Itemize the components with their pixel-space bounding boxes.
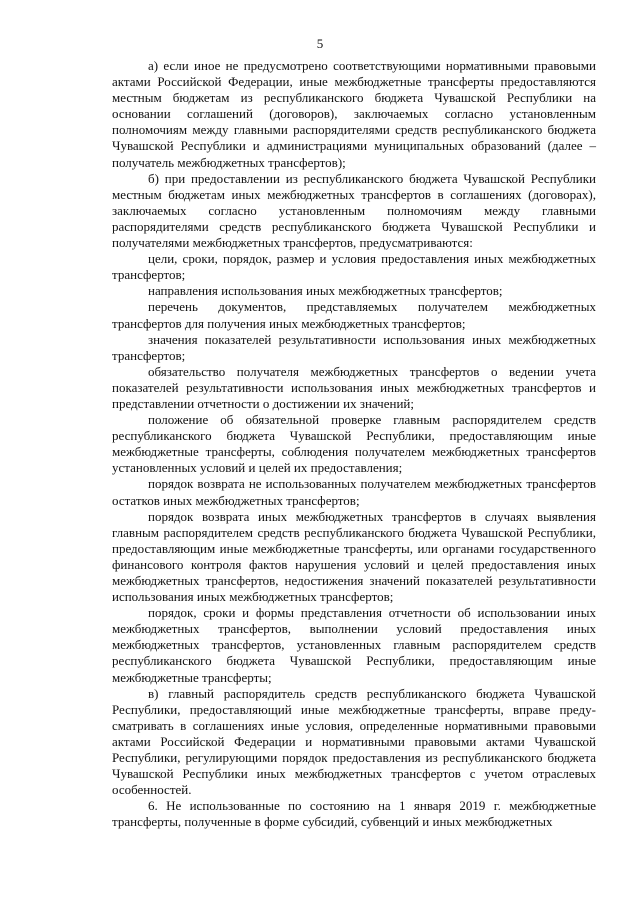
list-item: направления использования иных межбюджетных трансфертов;: [148, 283, 503, 299]
paragraph-a: а) если иное не предусмотрено соответствующими нормативными правовыми актами Российской Федерации, иные межбюджетные трансферты предоставляются местным бюджетам из республиканского бюджета Чувашской Республики на основании соглашений (договоров), заключаемых согласно установленным полномочиям между главными распорядителями средств республиканского бюджета Чувашской Республики и администрациями муниципальных образований (далее – получатель межбюджетных трансфертов);: [112, 58, 596, 170]
list-item: цели, сроки, порядок, размер и условия предоставления иных межбюджетных трансфертов;: [112, 251, 596, 283]
list-item: порядок возврата иных межбюджетных трансфертов в случаях выявления главным распорядителем средств республиканского бюджета Чувашской Республики, предоставляющим иные межбюджетные трансферты, или органами государственного финансового контроля фактов нарушения условий и целей предоставления иных межбюджетных трансфертов, недостижения значений показателей результативности использования иных межбюджетных трансфертов;: [112, 508, 596, 605]
paragraph-6: 6. Не использованные по состоянию на 1 января 2019 г. межбюджетные трансферты, полученные в форме субсидий, субвенций и иных межбюджетных: [112, 798, 596, 830]
list-item: обязательство получателя межбюджетных трансфертов о ведении учета показателей результативности использования иных межбюджетных трансфертов и представлении отчетности о достижении их значений;: [112, 363, 596, 411]
list-item: значения показателей результативности использования иных межбюджетных трансфертов;: [112, 331, 596, 363]
paragraph-v: в) главный распорядитель средств республиканского бюджета Чувашской Республики, предоставляющий иные межбюджетные трансферты, вправе предусматривать в соглашениях иные условия, определенные нормативными правовыми актами Российской Федерации и нормативными правовыми актами Чувашской Республики, регулирующими порядок предоставления из республиканского бюджета Чувашской Республики иных межбюджетных трансфертов с учетом отраслевых особенностей.: [112, 685, 596, 798]
page-number: 5: [316, 36, 324, 51]
list-item: порядок возврата не использованных получателем межбюджетных трансфертов остатков иных межбюджетных трансфертов;: [112, 476, 596, 508]
list-item: порядок, сроки и формы представления отчетности об использовании иных межбюджетных трансфертов, выполнении условий предоставления иных межбюджетных трансфертов, установленных главным распорядителем средств республиканского бюджета Чувашской Республики, предоставляющим иные межбюджетные трансферты;: [112, 605, 596, 685]
document-body: [112, 58, 596, 831]
list-item: положение об обязательной проверке главным распорядителем средств республиканского бюджета Чувашской Республики, предоставляющим иные межбюджетные трансферты, соблюдения получателем межбюджетных трансфертов установленных условий и целей их предоставления;: [112, 412, 596, 476]
list-item: перечень документов, представляемых получателем межбюджетных трансфертов для получения иных межбюджетных трансфертов;: [112, 299, 596, 331]
paragraph-b: б) при предоставлении из республиканского бюджета Чувашской Республики местным бюджетам иных межбюджетных трансфертов в соглашениях (договорах), заключаемых согласно установленным полномочиям между главными распорядителями средств республиканского бюджета Чувашской Республики и получателями межбюджетных трансфертов, предусматриваются:: [112, 170, 596, 251]
